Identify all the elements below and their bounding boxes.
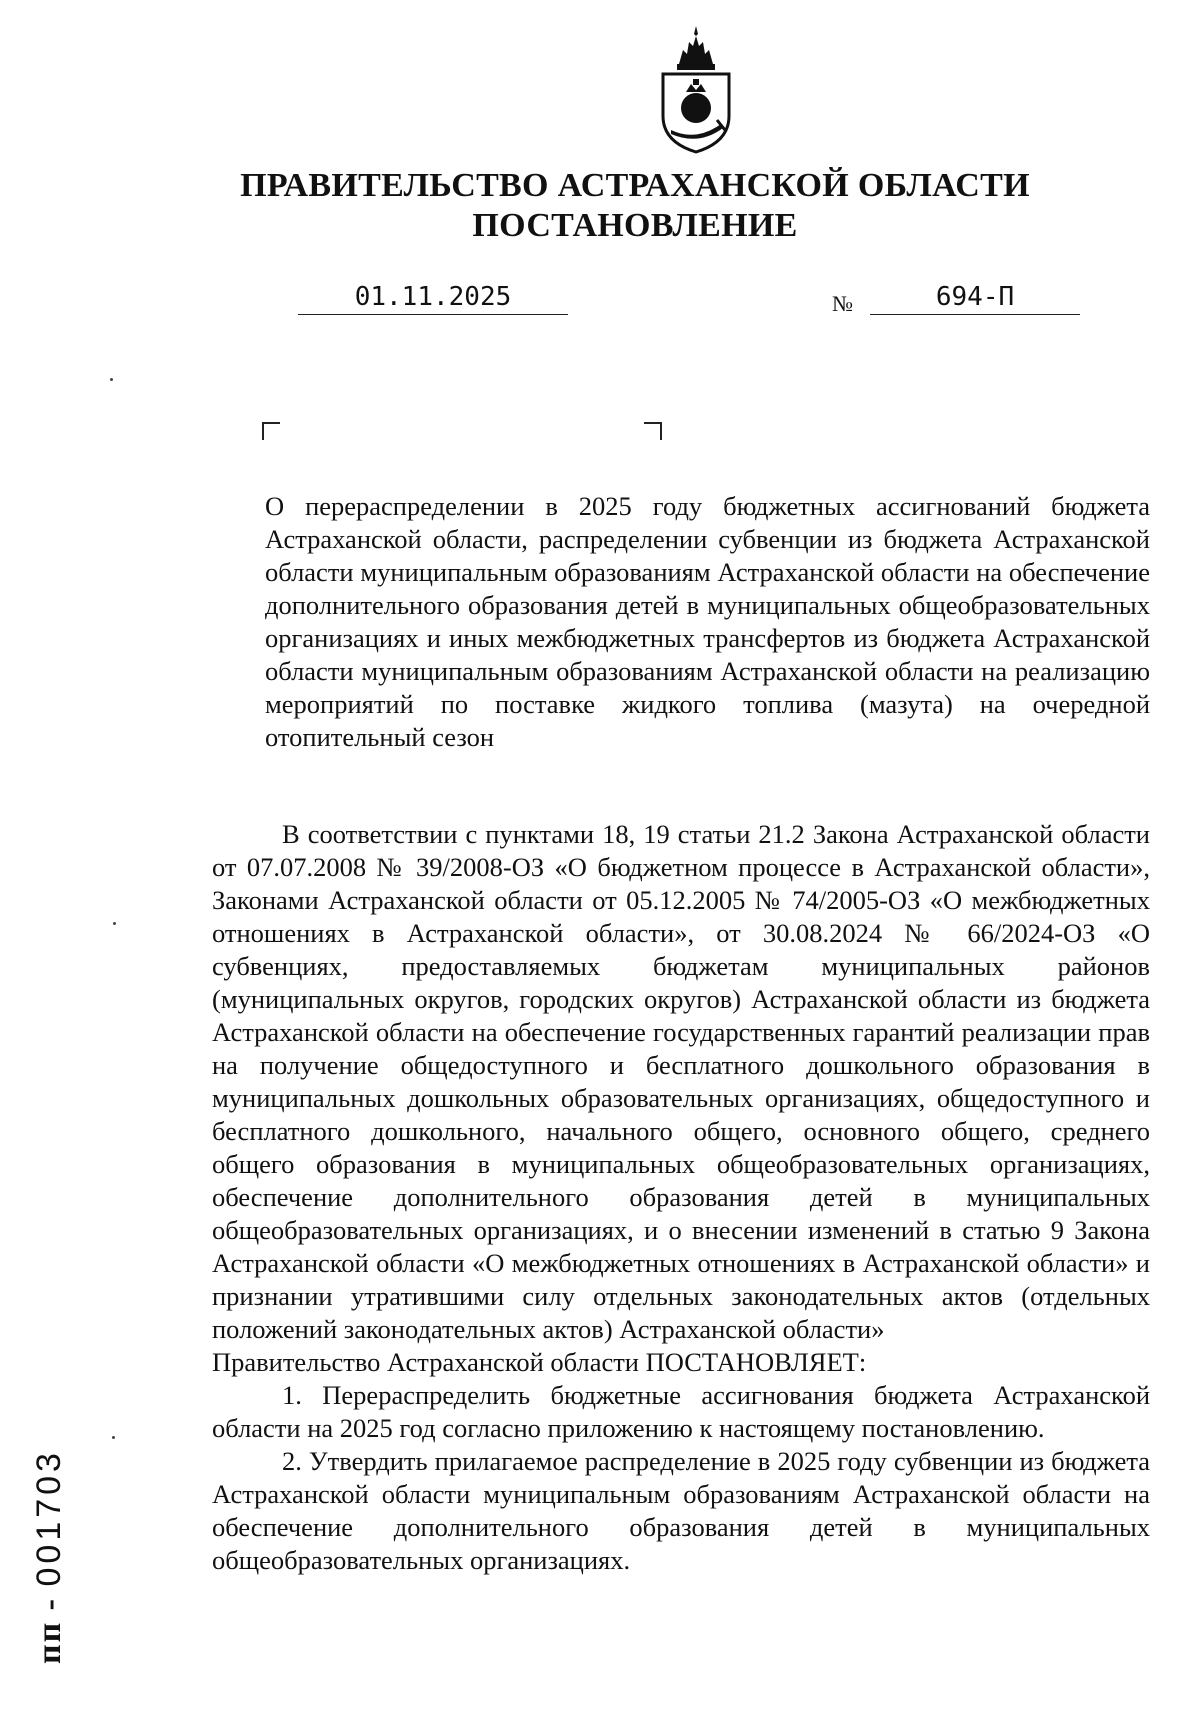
corner-mark-right [644, 422, 662, 440]
item-1-paragraph: 1. Перераспределить бюджетные ассигнования бюджета Астраханской области на 2025 год согласно приложению к настоящему постановлению. [212, 1380, 1150, 1443]
government-title: ПРАВИТЕЛЬСТВО АСТРАХАНСКОЙ ОБЛАСТИ [240, 167, 1030, 204]
scan-speck [113, 922, 116, 925]
scan-speck [112, 1436, 115, 1439]
coat-of-arms-emblem [651, 24, 741, 156]
document-subject: О перераспределении в 2025 году бюджетных ассигнований бюджета Астраханской области, распределении субвенции из бюджета Астраханской области муниципальным образованиям Астраханской области на обеспечение дополнительного образования детей в муниципальных общеобразовательных организациях и иных межбюджетных трансфертов из бюджета Астраханской области муниципальным образованиям Астраханской области на реализацию мероприятий по поставке жидкого топлива (мазута) на очередной отопительный сезон [265, 491, 1150, 752]
document-number: 694-П [870, 282, 1080, 315]
document-date: 01.11.2025 [298, 282, 568, 315]
resolves-line: Правительство Астраханской области ПОСТАНОВЛЯЕТ: [212, 1347, 867, 1377]
registration-stamp [30, 1449, 69, 1664]
preamble-paragraph: В соответствии с пунктами 18, 19 статьи 21.2 Закона Астраханской области от 07.07.2008 № 39/2008-ОЗ «О бюджетном процессе в Астраханской области», Законами Астраханской области от 05.12.2005 № 74/2005-ОЗ «О межбюджетных отношениях в Астраханской области», от 30.08.2024 № 66/2024-ОЗ «О субвенциях, предоставляемых бюджетам муниципальных районов (муниципальных округов, городских округов) Астраханской области из бюджета Астраханской области на обеспечение государственных гарантий реализации прав на получение общедоступного и бесплатного дошкольного образования в муниципальных дошкольных образовательных организациях, общедоступного и бесплатного дошкольного, начального общего, основного общего, среднего общего образования в муниципальных общеобразовательных организациях, обеспечение дополнительного образования детей в муниципальных общеобразовательных организациях, и о внесении изменений в статью 9 Закона Астраханской области «О межбюджетных отношениях в Астраханской области» и признании утратившими силу отдельных законодательных актов (отдельных положений законодательных актов) Астраханской области» [212, 819, 1150, 1344]
stamp-prefix: пп - [31, 1596, 68, 1664]
number-label: № [832, 291, 853, 316]
stamp-number: 001703 [30, 1449, 68, 1587]
corner-mark-left [262, 422, 280, 440]
document-body [212, 818, 1150, 1577]
scan-speck [110, 378, 113, 381]
document-type-title: ПОСТАНОВЛЕНИЕ [472, 207, 798, 244]
item-2-paragraph: 2. Утвердить прилагаемое распределение в 2025 году субвенции из бюджета Астраханской области муниципальным образованиям Астраханской области на обеспечение дополнительного образования детей в муниципальных общеобразовательных организациях. [212, 1446, 1150, 1575]
